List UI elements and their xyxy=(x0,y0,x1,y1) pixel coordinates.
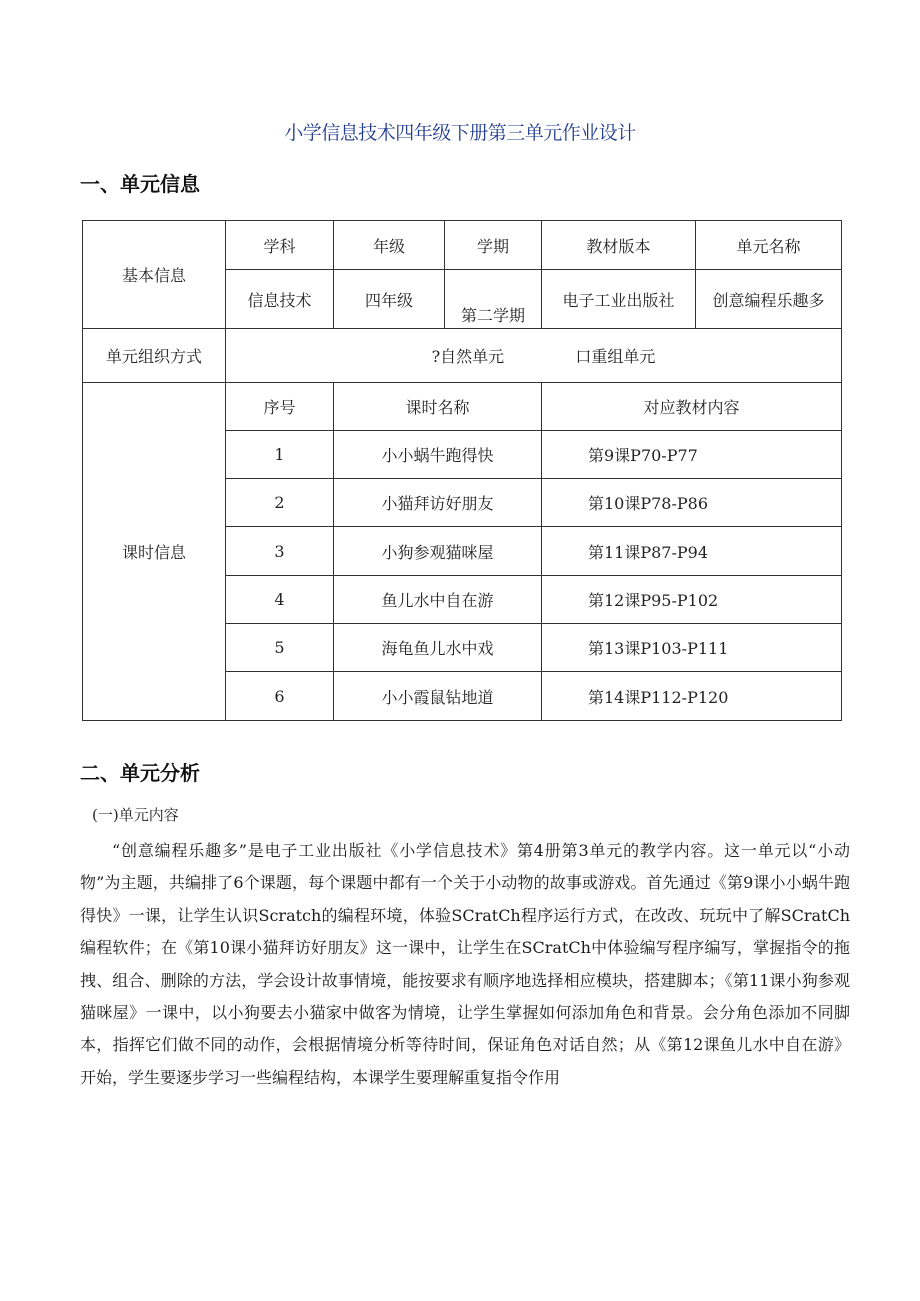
lesson-name: 海龟鱼儿水中戏 xyxy=(334,624,542,672)
lesson-no: 4 xyxy=(226,576,334,624)
lesson-header-content: 对应教材内容 xyxy=(542,383,842,431)
lesson-no: 2 xyxy=(226,479,334,527)
org-value: ?自然单元 口重组单元 xyxy=(226,329,842,383)
document-title: 小学信息技术四年级下册第三单元作业设计 xyxy=(284,122,636,144)
lesson-content: 第9课P70-P77 xyxy=(542,431,842,479)
basic-info-label: 基本信息 xyxy=(83,221,226,329)
value-edition: 电子工业出版社 xyxy=(542,270,696,329)
lesson-name: 小猫拜访好朋友 xyxy=(334,479,542,527)
unit-content-paragraph xyxy=(80,835,850,1094)
value-unit-name: 创意编程乐趣多 xyxy=(696,270,842,329)
lesson-content: 第11课P87-P94 xyxy=(542,527,842,576)
lesson-content: 第10课P78-P86 xyxy=(542,479,842,527)
lesson-info-label: 课时信息 xyxy=(83,383,226,721)
lesson-name: 小小霞鼠钻地道 xyxy=(334,672,542,721)
lesson-header-name: 课时名称 xyxy=(334,383,542,431)
lesson-header-no: 序号 xyxy=(226,383,334,431)
org-label: 单元组织方式 xyxy=(83,329,226,383)
section-heading-unit-analysis: 二、单元分析 xyxy=(80,761,200,785)
lesson-content: 第14课P112-P120 xyxy=(542,672,842,721)
lesson-name: 小狗参观猫咪屋 xyxy=(334,527,542,576)
subsection-unit-content: (一)单元内容 xyxy=(92,806,179,824)
header-unit-name: 单元名称 xyxy=(696,221,842,270)
lesson-content: 第13课P103-P111 xyxy=(542,624,842,672)
unit-info-table xyxy=(82,220,842,721)
header-subject: 学科 xyxy=(226,221,334,270)
lesson-no: 1 xyxy=(226,431,334,479)
header-term: 学期 xyxy=(445,221,542,270)
lesson-no: 3 xyxy=(226,527,334,576)
header-grade: 年级 xyxy=(334,221,445,270)
header-edition: 教材版本 xyxy=(542,221,696,270)
paragraph-text: “创意编程乐趣多”是电子工业出版社《小学信息技术》第4册第3单元的教学内容。这一单元以“小动物”为主题，共编排了6个课题，每个课题中都有一个关于小动物的故事或游戏。首先通过《第9课小小蜗牛跑得快》一课，让学生认识Scratch的编程环境，体验SCratCh程序运行方式，在改改、玩玩中了解SCratCh编程软件；在《第10课小猫拜访好朋友》这一课中，让学生在SCratCh中体验编写程序编写，掌握指令的拖拽、组合、删除的方法，学会设计故事情境，能按要求有顺序地选择相应模块，搭建脚本；《第11课小狗参观猫咪屋》一课中，以小狗要去小猫家中做客为情境，让学生掌握如何添加角色和背景。会分角色添加不同脚本，指挥它们做不同的动作，会根据情境分析等待时间，保证角色对话自然；从《第12课鱼儿水中自在游》开始，学生要逐步学习一些编程结构，本课学生要理解重复指令作用 xyxy=(80,841,850,1087)
value-term: 第二学期 xyxy=(445,270,542,329)
value-grade: 四年级 xyxy=(334,270,445,329)
lesson-name: 鱼儿水中自在游 xyxy=(334,576,542,624)
section-heading-unit-info: 一、单元信息 xyxy=(80,172,200,196)
lesson-no: 6 xyxy=(226,672,334,721)
lesson-content: 第12课P95-P102 xyxy=(542,576,842,624)
lesson-name: 小小蜗牛跑得快 xyxy=(334,431,542,479)
lesson-no: 5 xyxy=(226,624,334,672)
value-subject: 信息技术 xyxy=(226,270,334,329)
